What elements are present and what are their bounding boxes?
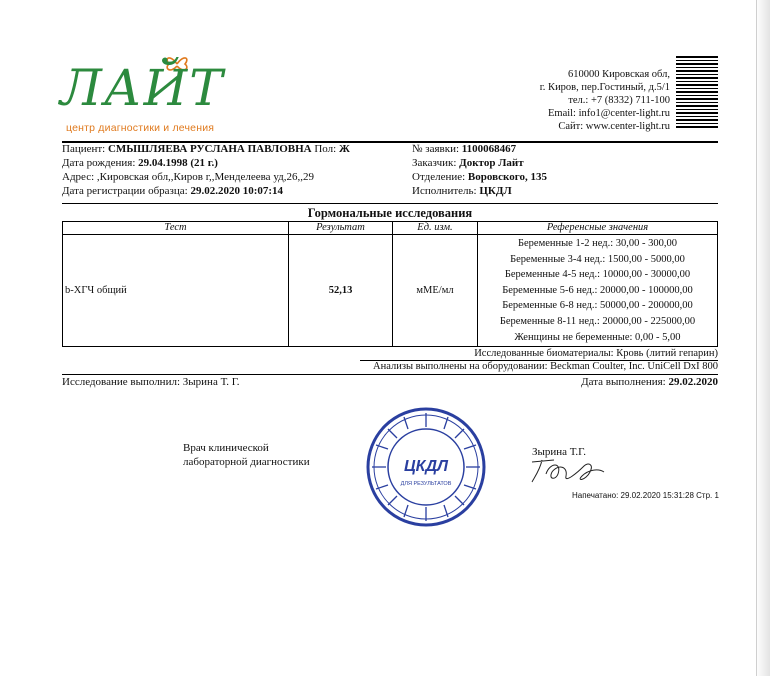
print-timestamp: Напечатано: 29.02.2020 15:31:28 Стр. 1 <box>572 491 719 500</box>
performer-line <box>62 375 240 389</box>
header-result: Результат <box>289 222 393 235</box>
reference-line: Беременные 4-5 нед.: 10000,00 - 30000,00 <box>504 269 691 281</box>
customer-line <box>412 156 524 170</box>
address-label: Адрес: <box>62 171 95 183</box>
executor-line <box>412 184 512 198</box>
company-address-1: 610000 Кировская обл, <box>567 69 670 80</box>
reference-line: Беременные 1-2 нед.: 30,00 - 300,00 <box>517 238 677 249</box>
patient-sex: Ж <box>338 143 350 155</box>
logo-word: ЛАЙТ <box>60 59 225 117</box>
department-label: Отделение: <box>412 171 466 183</box>
clinic-logo <box>60 52 260 138</box>
test-name: b-ХГЧ общий <box>63 235 289 347</box>
patient-address-line <box>62 170 314 184</box>
registration-date: 29.02.2020 10:07:14 <box>190 185 284 197</box>
done-date-line <box>581 375 718 389</box>
performer-label: Исследование выполнил: <box>62 376 181 388</box>
patient-name: СМЫШЛЯЕВА РУСЛАНА ПАВЛОВНА <box>107 143 312 155</box>
sex-label: Пол: <box>314 143 337 155</box>
info-divider <box>62 203 718 204</box>
dob-label: Дата рождения: <box>62 157 136 169</box>
registration-line <box>62 184 283 198</box>
stamp-bottom-text: ДЛЯ РЕЗУЛЬТАТОВ <box>400 481 452 487</box>
doctor-title <box>183 441 310 469</box>
patient-name-line <box>62 142 350 156</box>
company-email: Email: info1@center-light.ru <box>547 108 670 119</box>
company-phone: тел.: +7 (8332) 711-100 <box>568 95 670 106</box>
company-contacts <box>540 68 670 133</box>
customer: Доктор Лайт <box>459 157 524 169</box>
performer-name: Зырина Т. Г. <box>182 376 240 388</box>
reg-label: Дата регистрации образца: <box>62 185 188 197</box>
patient-dob: 29.04.1998 (21 г.) <box>138 157 218 169</box>
doctor-title-line2: лабораторной диагностики <box>183 456 310 468</box>
reference-line: Беременные 3-4 нед.: 1500,00 - 5000,00 <box>510 253 685 265</box>
company-address-2: г. Киров, пер.Гостиный, д.5/1 <box>539 82 670 93</box>
done-date-label: Дата выполнения: <box>581 376 666 388</box>
results-table <box>62 221 718 347</box>
order-number-line <box>412 142 516 156</box>
logo-subtitle: центр диагностики и лечения <box>66 122 215 134</box>
test-unit: мМЕ/мл <box>393 235 478 347</box>
doctor-name: Зырина Т.Г. <box>532 446 587 458</box>
barcode <box>676 56 718 128</box>
company-website: Сайт: www.center-light.ru <box>558 121 670 132</box>
reference-line: Женщины не беременные: 0,00 - 5,00 <box>514 331 681 343</box>
page-edge-line <box>756 0 757 676</box>
reference-line: Беременные 6-8 нед.: 50000,00 - 200000,00 <box>502 300 693 312</box>
header-unit: Ед. изм. <box>393 222 478 235</box>
order-number-label: № заявки: <box>412 143 460 155</box>
handwritten-signature <box>528 452 608 486</box>
header-test: Тест <box>63 222 289 235</box>
table-row <box>63 235 718 347</box>
department: Воровского, 135 <box>467 171 547 183</box>
reference-line: Беременные 5-6 нед.: 20000,00 - 100000,00 <box>502 284 693 296</box>
test-result: 52,13 <box>289 235 393 347</box>
biomaterial-note: Исследованные биоматериалы: Кровь (литий гепарин) <box>474 348 718 359</box>
page-edge-shadow <box>756 0 770 676</box>
department-line <box>412 170 547 184</box>
reference-values <box>478 235 718 347</box>
header-reference: Референсные значения <box>478 222 718 235</box>
executor: ЦКДЛ <box>479 185 512 197</box>
lab-stamp <box>364 405 488 529</box>
order-number: 1100068467 <box>461 143 517 155</box>
reference-line: Беременные 8-11 нед.: 20000,00 - 225000,00 <box>499 315 696 327</box>
doctor-title-line1: Врач клинической <box>183 442 269 454</box>
stamp-center-text: ЦКДЛ <box>403 458 449 475</box>
table-header-row <box>63 222 718 235</box>
patient-address: ,Кировская обл,,Киров г,,Менделеева уд,26,,29 <box>96 171 314 183</box>
equipment-note: Анализы выполнены на оборудовании: Beckman Coulter, Inc. UniCell DxI 800 <box>373 361 718 372</box>
customer-label: Заказчик: <box>412 157 457 169</box>
executor-label: Исполнитель: <box>412 185 477 197</box>
done-date: 29.02.2020 <box>668 376 718 388</box>
patient-label: Пациент: <box>62 143 106 155</box>
patient-dob-line <box>62 156 218 170</box>
section-title: Гормональные исследования <box>307 206 473 220</box>
